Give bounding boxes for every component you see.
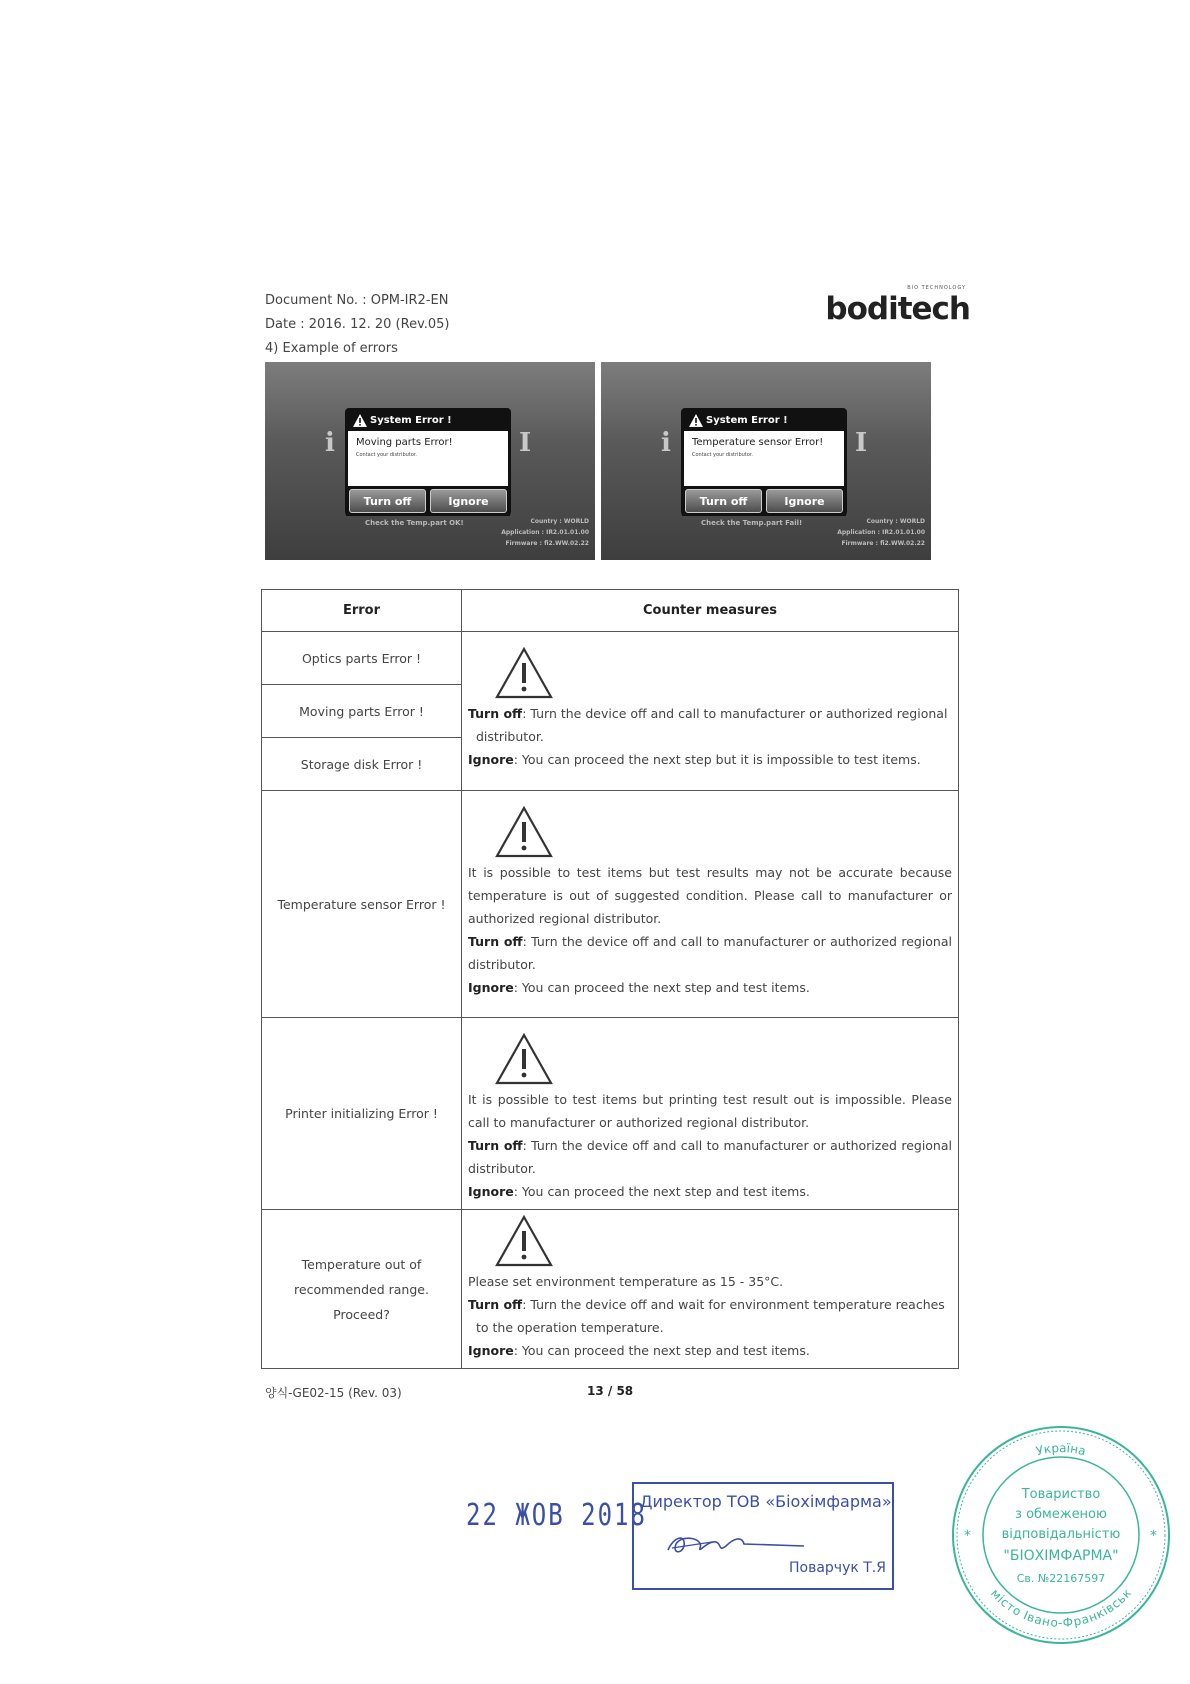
svg-text:*: *: [1150, 1528, 1157, 1544]
logo-wordmark: boditech: [825, 291, 970, 327]
dialog-message: Moving parts Error!: [356, 437, 453, 448]
svg-text:з обмеженою: з обмеженою: [1015, 1507, 1107, 1522]
section-heading: 4) Example of errors: [265, 341, 398, 356]
dialog-message: Temperature sensor Error!: [692, 437, 824, 448]
date-stamp: 22 ЖОВ 2018: [466, 1497, 647, 1533]
warning-icon: [689, 414, 703, 427]
temp-check-status: Check the Temp.part Fail!: [701, 519, 803, 527]
system-error-dialog: [345, 408, 511, 516]
dialog-subtext: Contact your distributor.: [356, 452, 417, 458]
turn-off-button[interactable]: Turn off: [349, 489, 426, 513]
document-number: Document No. : OPM-IR2-EN: [265, 293, 449, 308]
background-logo-right: I: [855, 428, 868, 458]
application-version: Application : IR2.01.01.00: [501, 529, 589, 536]
ignore-button[interactable]: Ignore: [430, 489, 507, 513]
table-header-row: [262, 590, 959, 632]
device-screenshot-moving-parts: [265, 362, 595, 560]
firmware-version: Firmware : fi2.WW.02.22: [505, 540, 589, 547]
warning-icon: [494, 1032, 554, 1086]
application-version: Application : IR2.01.01.00: [837, 529, 925, 536]
countermeasure-cell: Please set environment temperature as 15 - 35°C. Turn off: Turn the device off and wait for environment temperature reaches to the operation temperature. Ignore: You can proceed the next step and test items.: [462, 1210, 959, 1369]
system-error-dialog: [681, 408, 847, 516]
warning-icon: [494, 646, 554, 700]
svg-text:місто Івано-Франківськ: місто Івано-Франківськ: [988, 1586, 1135, 1630]
error-cell: Moving parts Error !: [262, 685, 462, 738]
device-info: [501, 516, 589, 549]
background-logo-left: i: [325, 428, 335, 458]
error-cell: Printer initializing Error !: [262, 1018, 462, 1210]
svg-text:Св. №22167597: Св. №22167597: [1016, 1572, 1106, 1585]
error-cell: Optics parts Error !: [262, 632, 462, 685]
svg-text:відповідальністю: відповідальністю: [1001, 1527, 1121, 1542]
error-cell: Temperature sensor Error !: [262, 791, 462, 1018]
svg-text:Товариство: Товариство: [1021, 1487, 1101, 1502]
turn-off-button[interactable]: Turn off: [685, 489, 762, 513]
temp-check-status: Check the Temp.part OK!: [365, 519, 464, 527]
company-seal: [948, 1420, 1174, 1650]
boditech-logo: [825, 285, 970, 335]
svg-text:*: *: [964, 1528, 971, 1544]
svg-text:"БІОХІМФАРМА": "БІОХІМФАРМА": [1003, 1548, 1119, 1564]
column-header-counter-measures: Counter measures: [462, 590, 959, 632]
countermeasure-cell: It is possible to test items but test results may not be accurate because temperature is out of suggested condition. Please call to manufacturer or authorized regional distributor. Turn off: Turn the device off and call to manufacturer or authorized regional distributor. Ignore: You can proceed the next step and test items.: [462, 791, 959, 1018]
logo-tagline: BIO TECHNOLOGY: [907, 285, 966, 291]
table-row: [262, 791, 959, 1018]
warning-icon: [353, 414, 367, 427]
document-date: Date : 2016. 12. 20 (Rev.05): [265, 317, 450, 332]
ignore-button[interactable]: Ignore: [766, 489, 843, 513]
error-cell: Storage disk Error !: [262, 738, 462, 791]
device-info: [837, 516, 925, 549]
country-label: Country : WORLD: [866, 518, 925, 525]
signature-name: Поварчук Т.Я: [788, 1560, 886, 1576]
svg-text:Україна: Україна: [1034, 1440, 1088, 1459]
table-row: [262, 1210, 959, 1369]
error-cell: Temperature out of recommended range. Proceed?: [262, 1210, 462, 1369]
dialog-title: System Error !: [370, 415, 452, 426]
background-logo-left: i: [661, 428, 671, 458]
table-row: [262, 632, 959, 685]
page-number: 13 / 58: [587, 1384, 634, 1398]
warning-icon: [494, 1214, 554, 1268]
device-screenshot-temperature-sensor: [601, 362, 931, 560]
column-header-error: Error: [262, 590, 462, 632]
dialog-subtext: Contact your distributor.: [692, 452, 753, 458]
signature-title: Директор ТОВ «Біохімфарма»: [640, 1492, 892, 1511]
error-countermeasure-table: [261, 589, 959, 1369]
country-label: Country : WORLD: [530, 518, 589, 525]
background-logo-right: I: [519, 428, 532, 458]
form-number: 양식-GE02-15 (Rev. 03): [265, 1386, 402, 1400]
warning-icon: [494, 805, 554, 859]
handwritten-signature: [664, 1528, 804, 1560]
dialog-title: System Error !: [706, 415, 788, 426]
firmware-version: Firmware : fi2.WW.02.22: [841, 540, 925, 547]
countermeasure-cell: It is possible to test items but printing test result out is impossible. Please call to manufacturer or authorized regional distributor. Turn off: Turn the device off and call to manufacturer or authorized regional distributor. Ignore: You can proceed the next step and test items.: [462, 1018, 959, 1210]
countermeasure-cell: Turn off: Turn the device off and call to manufacturer or authorized regional distributor. Ignore: You can proceed the next step but it is impossible to test items.: [462, 632, 959, 791]
director-signature-stamp: [632, 1482, 894, 1590]
table-row: [262, 1018, 959, 1210]
